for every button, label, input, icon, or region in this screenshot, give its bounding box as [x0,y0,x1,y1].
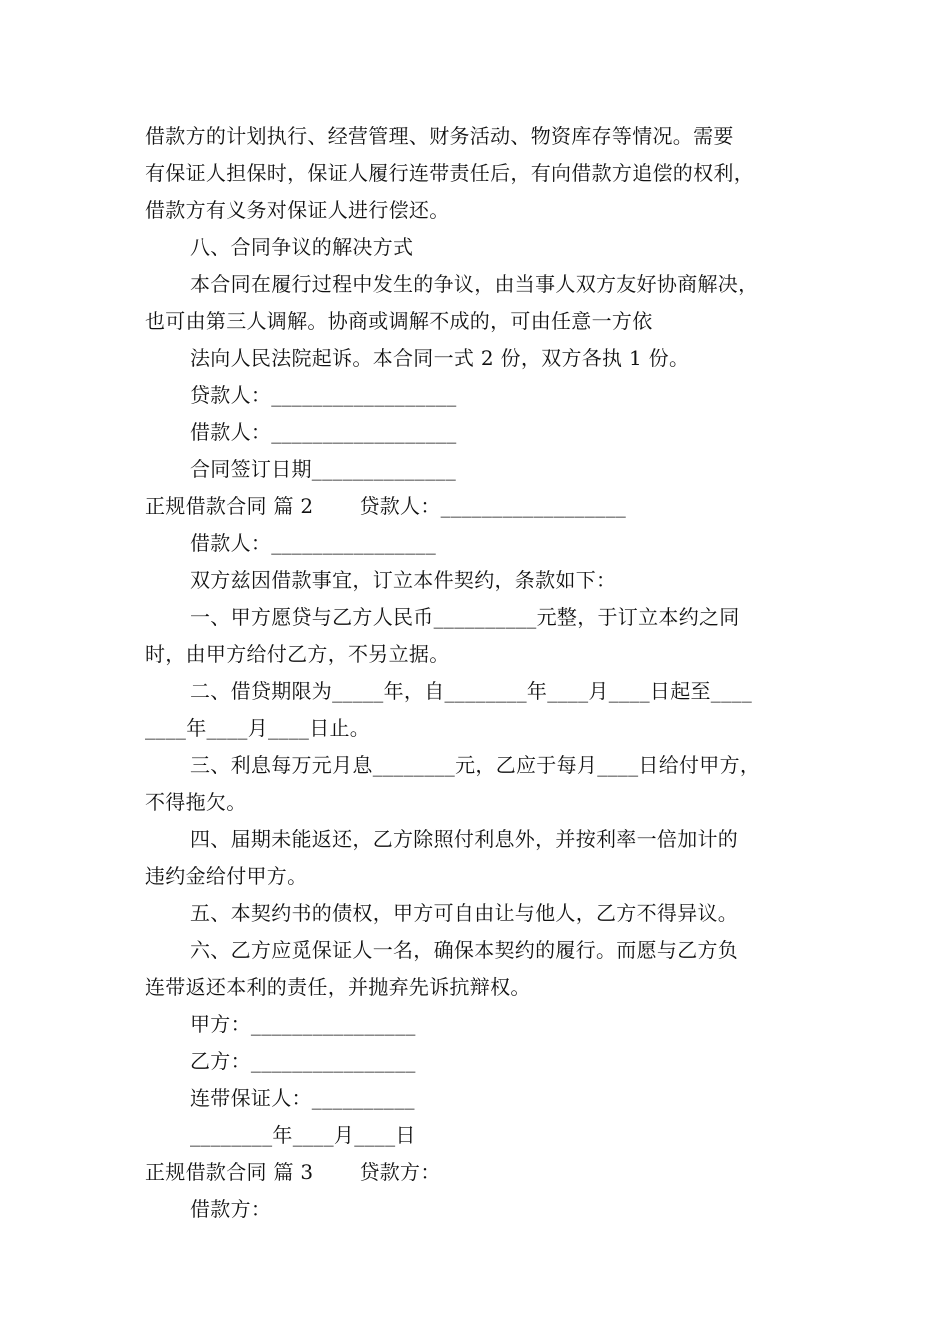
clause-line: 一、甲方愿贷与乙方人民币__________元整，于订立本约之同 [190,605,740,629]
signature-line-party-b: 乙方：________________ [190,1049,416,1073]
signature-line-guarantor: 连带保证人：__________ [190,1086,415,1110]
borrower-label: 借款方： [190,1197,272,1221]
text-line: 借款方的计划执行、经营管理、财务活动、物资库存等情况。需要 [145,124,734,148]
text-line: 不得拖欠。 [145,790,247,814]
clause-line: 五、本契约书的债权，甲方可自由让与他人，乙方不得异议。 [190,901,739,925]
contract-title: 正规借款合同 篇 2 [145,494,314,518]
clause-line: 三、利息每万元月息________元，乙应于每月____日给付甲方， [190,753,761,777]
text-line: 违约金给付甲方。 [145,864,308,888]
text-line: 也可由第三人调解。协商或调解不成的，可由任意一方依 [145,309,653,333]
text-line: 双方兹因借款事宜，订立本件契约，条款如下： [190,568,617,592]
section-heading: 八、合同争议的解决方式 [190,235,414,259]
text-line: 借款方有义务对保证人进行偿还。 [145,198,450,222]
text-line: 法向人民法院起诉。本合同一式 2 份，双方各执 1 份。 [190,346,690,370]
clause-line: 二、借贷期限为_____年，自________年____月____日起至____ [190,679,752,703]
clause-line: 四、届期未能返还，乙方除照付利息外，并按利率一倍加计的 [190,827,739,851]
signature-line-borrower: 借款人：__________________ [190,420,457,444]
signature-line-lender: 贷款人：__________________ [190,383,457,407]
signature-line-lender: 贷款人：__________________ [359,494,627,518]
signing-date-line: 合同签订日期______________ [190,457,456,481]
contract-title-row [145,492,626,520]
signature-line-borrower: 借款人：________________ [190,531,436,555]
text-line: 有保证人担保时，保证人履行连带责任后，有向借款方追偿的权利， [145,161,754,185]
text-line: ____年____月____日止。 [145,716,371,740]
text-line: 本合同在履行过程中发生的争议，由当事人双方友好协商解决， [190,272,759,296]
text-line: 时，由甲方给付乙方，不另立据。 [145,642,450,666]
clause-line: 六、乙方应觅保证人一名，确保本契约的履行。而愿与乙方负 [190,938,739,962]
signature-line-party-a: 甲方：________________ [190,1012,416,1036]
contract-title: 正规借款合同 篇 3 [145,1160,314,1184]
text-line: 连带返还本利的责任，并抛弃先诉抗辩权。 [145,975,531,999]
date-line: ________年____月____日 [190,1123,416,1147]
lender-label: 贷款方： [359,1160,441,1184]
contract-title-row [145,1158,441,1186]
